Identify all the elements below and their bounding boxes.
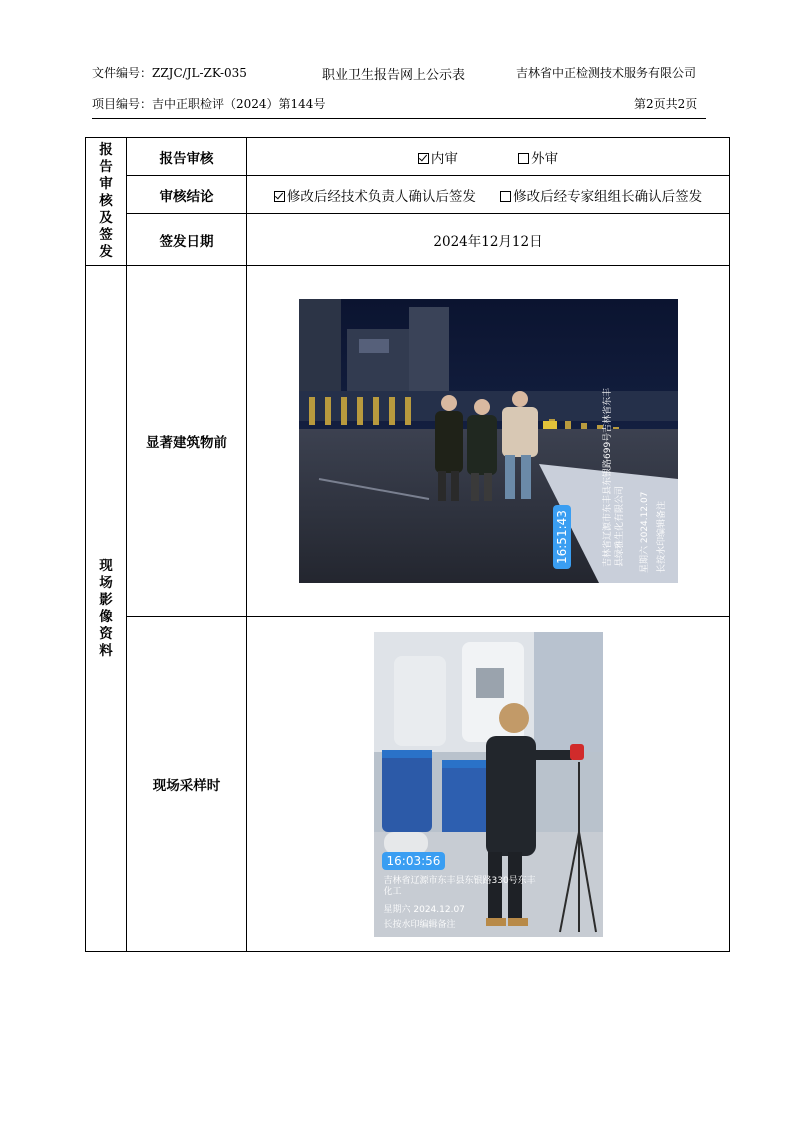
checkbox-checked-icon[interactable] xyxy=(418,153,429,164)
project-number: 项目编号：吉中正职检评（2024）第144号 xyxy=(92,97,326,111)
sampling-photo xyxy=(374,632,603,937)
publication-table xyxy=(85,137,730,952)
sampling-time-badge: 16:03:56 xyxy=(382,852,446,870)
sampling-photo-label: 现场采样时 xyxy=(127,617,247,952)
review-conclusion-options xyxy=(247,176,730,214)
sampling-note-watermark: 长按水印编辑备注 xyxy=(383,919,456,930)
report-review-options xyxy=(247,138,730,176)
review-side-label: 报 告 审 核 及 签 发 xyxy=(86,138,127,266)
building-photo xyxy=(299,299,678,583)
issue-date-label: 签发日期 xyxy=(127,214,247,266)
checkbox-checked-icon[interactable] xyxy=(274,191,285,202)
review-conclusion-label: 审核结论 xyxy=(127,176,247,214)
external-review-option[interactable]: 外审 xyxy=(518,147,558,167)
internal-review-option[interactable]: 内审 xyxy=(418,147,458,167)
sampling-photo-cell xyxy=(247,617,730,952)
issue-date-value: 2024年12月12日 xyxy=(247,214,730,266)
building-photo-cell xyxy=(247,266,730,617)
checkbox-empty-icon[interactable] xyxy=(500,191,511,202)
sampling-address-watermark: 吉林省辽源市东丰县东银路330号东丰化工 xyxy=(383,875,536,897)
photo-address-watermark: 吉林省辽源市东丰县东银路699号吉林省东丰县绿雅生化有限公司 xyxy=(602,387,625,567)
company-name: 吉林省中正检测技术服务有限公司 xyxy=(516,66,697,80)
photo-note-watermark: 长按水印编辑备注 xyxy=(656,500,667,573)
photo-date-watermark: 星期六 2024.12.07 xyxy=(639,491,650,573)
expert-lead-option[interactable]: 修改后经专家组组长确认后签发 xyxy=(500,185,702,205)
document-title: 职业卫生报告网上公示表 xyxy=(322,68,466,83)
photo-time-badge: 16:51:43 xyxy=(553,505,571,569)
file-number: 文件编号：ZZJC/JL-ZK-035 xyxy=(92,66,247,80)
building-photo-label: 显著建筑物前 xyxy=(127,266,247,617)
images-side-label: 现 场 影 像 资 料 xyxy=(86,266,127,952)
tech-lead-option[interactable]: 修改后经技术负责人确认后签发 xyxy=(274,185,476,205)
report-review-label: 报告审核 xyxy=(127,138,247,176)
checkbox-empty-icon[interactable] xyxy=(518,153,529,164)
page-indicator: 第2页共2页 xyxy=(634,97,698,111)
sampling-date-watermark: 星期六 2024.12.07 xyxy=(383,904,465,915)
header-divider xyxy=(92,118,706,119)
